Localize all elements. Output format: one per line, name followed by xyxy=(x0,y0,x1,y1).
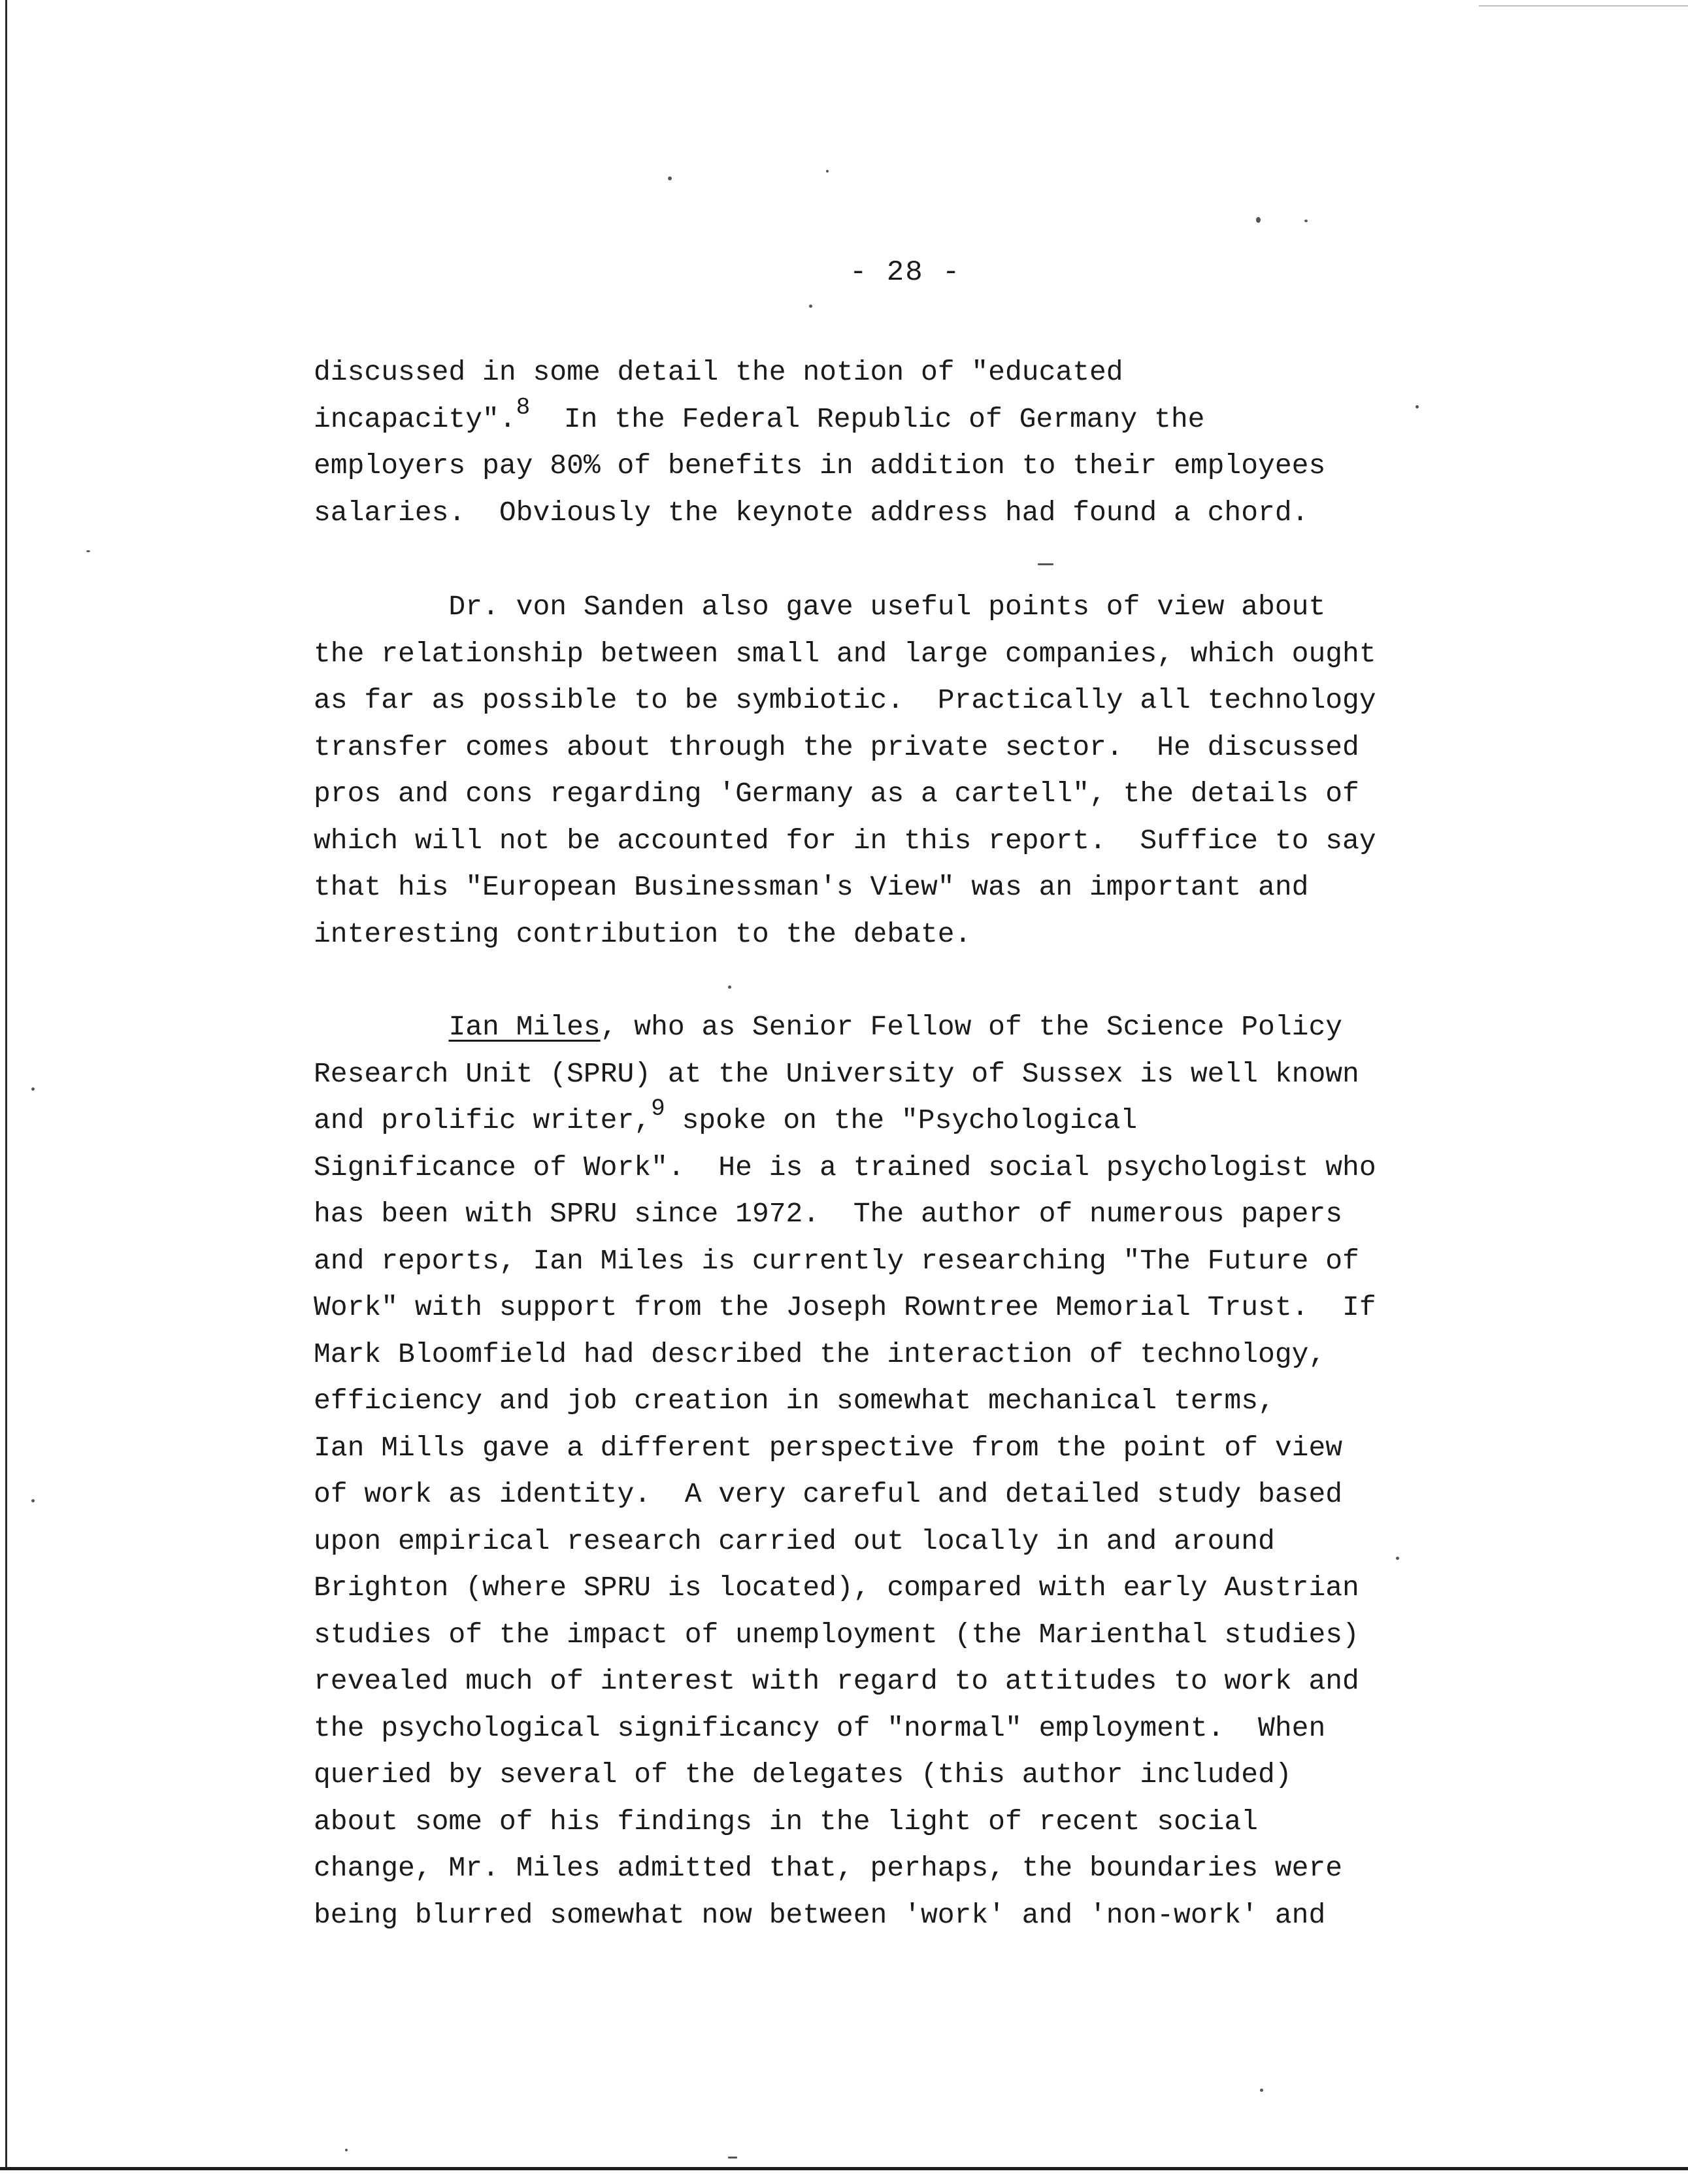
speaker-name: Ian Miles xyxy=(448,1011,601,1043)
text-line: that his "European Businessman's View" was an important and xyxy=(314,871,1309,903)
scan-speck xyxy=(668,176,672,180)
text-line: being blurred somewhat now between 'work' and 'non-work' and xyxy=(314,1898,1326,1931)
scan-speck xyxy=(1038,563,1053,565)
page-edge-top xyxy=(1479,5,1688,7)
text-line: salaries. Obviously the keynote address had found a chord. xyxy=(314,496,1309,529)
scan-speck xyxy=(86,550,90,552)
text-line: queried by several of the delegates (this author included) xyxy=(314,1759,1292,1791)
text-line: Research Unit (SPRU) at the University of Sussex is well known xyxy=(314,1057,1359,1090)
text-line: about some of his findings in the light of recent social xyxy=(314,1805,1259,1838)
text-fragment: , who as Senior Fellow of the Science Policy xyxy=(600,1011,1343,1043)
footnote-ref-9: 9 xyxy=(651,1095,665,1122)
text-line: Significance of Work". He is a trained social psychologist who xyxy=(314,1151,1376,1183)
scan-speck xyxy=(345,2149,348,2151)
paragraph-2 xyxy=(314,584,1542,957)
text-line xyxy=(314,1097,1542,1144)
text-line: interesting contribution to the debate. xyxy=(314,918,972,950)
paragraph-3 xyxy=(314,1004,1542,1938)
scan-speck xyxy=(728,985,731,989)
text-line: of work as identity. A very careful and detailed study based xyxy=(314,1478,1343,1510)
page-number: - 28 - xyxy=(850,256,961,289)
page-edge-bottom xyxy=(0,2167,1688,2170)
paragraph-1 xyxy=(314,349,1542,536)
text-line: Dr. von Sanden also gave useful points of view about xyxy=(314,591,1326,623)
scan-speck xyxy=(1260,2089,1263,2092)
text-fragment: and prolific writer, xyxy=(314,1104,652,1136)
scan-speck xyxy=(31,1087,35,1091)
text-line: the relationship between small and large companies, which ought xyxy=(314,637,1376,670)
page-edge-left xyxy=(5,0,7,2168)
footnote-ref-8: 8 xyxy=(516,393,531,421)
text-line xyxy=(314,393,1542,443)
text-line: the psychological significancy of "normal" employment. When xyxy=(314,1712,1326,1744)
text-line: has been with SPRU since 1972. The author of numerous papers xyxy=(314,1198,1343,1230)
text-line: efficiency and job creation in somewhat mechanical terms, xyxy=(314,1385,1275,1417)
scan-speck xyxy=(1304,220,1308,222)
text-line: Ian Mills gave a different perspective from the point of view xyxy=(314,1431,1343,1464)
scan-speck xyxy=(1396,1557,1399,1560)
text-line: Work" with support from the Joseph Rowntree Memorial Trust. If xyxy=(314,1291,1376,1323)
text-line: Brighton (where SPRU is located), compared with early Austrian xyxy=(314,1572,1359,1604)
text-line: as far as possible to be symbiotic. Practically all technology xyxy=(314,684,1376,716)
text-line xyxy=(314,1004,1542,1051)
scan-speck xyxy=(1256,217,1261,223)
text-fragment: incapacity". xyxy=(314,403,516,435)
scan-speck xyxy=(31,1499,35,1502)
text-line: and reports, Ian Miles is currently researching "The Future of xyxy=(314,1244,1359,1277)
text-fragment: spoke on the "Psychological xyxy=(665,1104,1138,1136)
text-line: Mark Bloomfield had described the interaction of technology, xyxy=(314,1338,1326,1370)
scan-speck xyxy=(728,2157,737,2159)
text-line: upon empirical research carried out locally in and around xyxy=(314,1525,1275,1557)
text-line: studies of the impact of unemployment (the Marienthal studies) xyxy=(314,1618,1359,1651)
text-line: change, Mr. Miles admitted that, perhaps, the boundaries were xyxy=(314,1852,1343,1884)
text-line: employers pay 80% of benefits in addition to their employees xyxy=(314,450,1326,482)
text-line: which will not be accounted for in this report. Suffice to say xyxy=(314,824,1376,857)
text-line: discussed in some detail the notion of "educated xyxy=(314,356,1123,388)
text-fragment: In the Federal Republic of Germany the xyxy=(530,403,1205,435)
text-line: revealed much of interest with regard to attitudes to work and xyxy=(314,1665,1359,1697)
text-line: pros and cons regarding 'Germany as a cartell", the details of xyxy=(314,778,1359,810)
indent xyxy=(314,1011,448,1043)
scan-speck xyxy=(826,170,829,173)
scan-speck xyxy=(809,305,812,308)
text-line: transfer comes about through the private sector. He discussed xyxy=(314,731,1359,763)
scan-speck xyxy=(1415,405,1419,408)
